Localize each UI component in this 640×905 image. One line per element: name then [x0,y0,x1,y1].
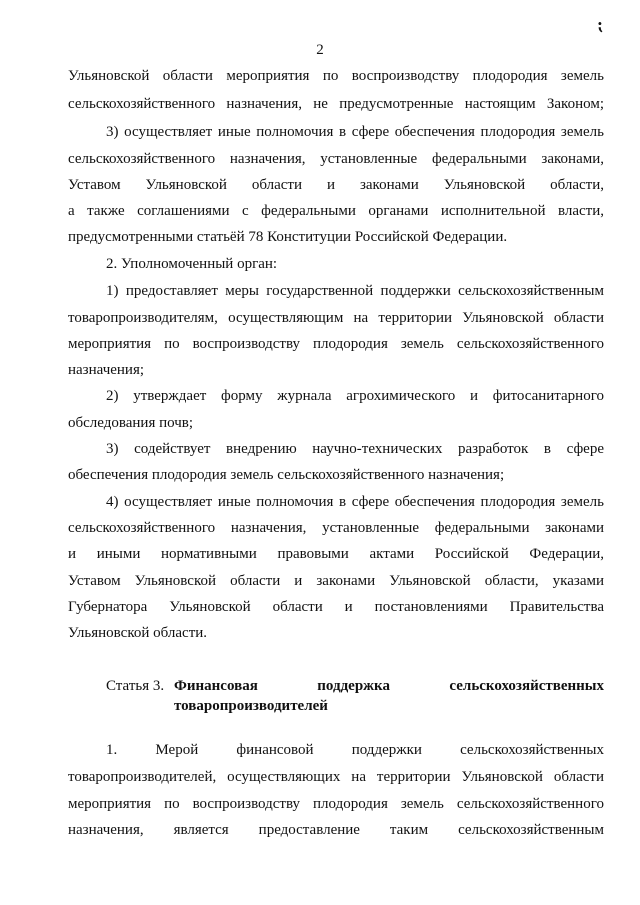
text-line: Уставом Ульяновской области и законами Ульяновской области, [68,177,604,193]
text-line: 1) предоставляет меры государственной поддержки сельскохозяйственным [106,283,604,299]
text-line: Уставом Ульяновской области и законами Ульяновской области, указами [68,573,604,589]
text-line: сельскохозяйственного назначения, установленные федеральными законами [68,520,604,536]
text-line: 2. Уполномоченный орган: [106,256,278,272]
article-title [174,676,604,716]
text-line: мероприятия по воспроизводству плодородия земель сельскохозяйственного [68,796,604,812]
text-line: Губернатора Ульяновской области и постановлениями Правительства [68,599,604,615]
corner-mark: ⁏ [598,17,604,34]
text-line: товаропроизводителям, осуществляющим на территории Ульяновской области [68,310,604,326]
text-line: предусмотренными статьёй 78 Конституции Российской Федерации. [68,229,508,245]
text-line: и иными нормативными правовыми актами Российской Федерации, [68,546,604,562]
text-line: а также соглашениями с федеральными органами исполнительной власти, [68,203,604,219]
text-line: сельскохозяйственного назначения, установленные федеральными законами, [68,151,604,167]
text-line: товаропроизводителей, осуществляющих на территории Ульяновской области [68,769,604,785]
text-line: 3) осуществляет иные полномочия в сфере обеспечения плодородия земель [106,124,604,140]
text-line: 4) осуществляет иные полномочия в сфере обеспечения плодородия земель [106,494,604,510]
text-line: обследования почв; [68,415,194,431]
text-line: 3) содействует внедрению научно-технических разработок в сфере [106,441,604,457]
text-line: Ульяновской области мероприятия по воспроизводству плодородия земель [68,68,604,84]
article-title-line: товаропроизводителей [174,698,328,714]
article-title-line: Финансовая поддержка сельскохозяйственных [174,678,604,694]
text-line: сельскохозяйственного назначения, не предусмотренные настоящим Законом; [68,96,604,112]
text-line: 2) утверждает форму журнала агрохимического и фитосанитарного [106,388,604,404]
text-line: Ульяновской области. [68,625,208,641]
text-line: назначения, является предоставление таким сельскохозяйственным [68,822,604,838]
text-line: назначения; [68,362,145,378]
page-number: 2 [316,42,324,58]
article-number: Статья 3. [106,678,165,694]
text-line: мероприятия по воспроизводству плодородия земель сельскохозяйственного [68,336,604,352]
text-line: 1. Мерой финансовой поддержки сельскохозяйственных [106,742,604,758]
text-line: обеспечения плодородия земель сельскохозяйственного назначения; [68,467,505,483]
